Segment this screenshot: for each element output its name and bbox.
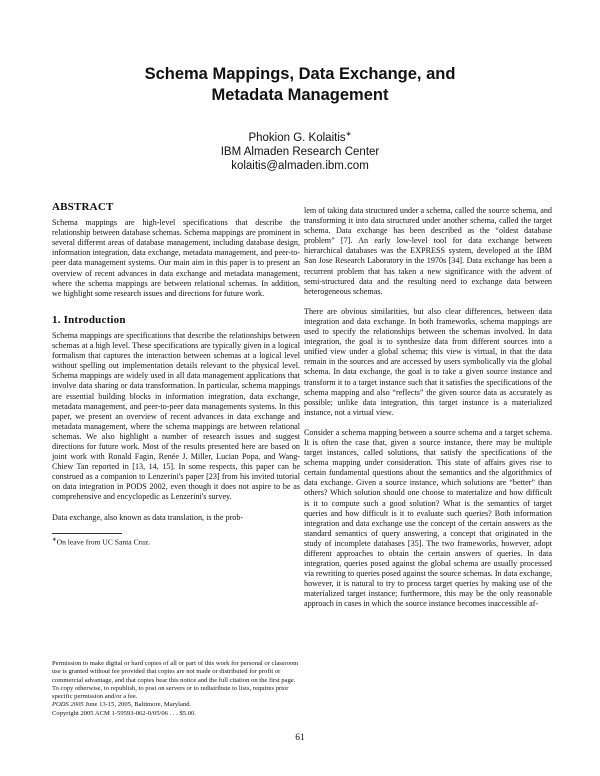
paper-title xyxy=(60,64,540,106)
copyright-line: Copyright 2005 ACM 1-59593-062-0/05/06 . . . $5.00. xyxy=(52,709,196,717)
abstract-text: Schema mappings are high-level specifications that describe the relationship between database schemas. Schema mappings are prominent in several different areas of database management, including database design, information integration, data exchange, metadata management, and peer-to-peer data management systems. Our main aim in this paper is to present an overview of recent advances in data exchange and metadata management, where the schema mappings are between relational schemas. In addition, we highlight some research issues and directions for future work. xyxy=(52,218,300,298)
footnote-mark: ∗ xyxy=(52,536,57,543)
footnote xyxy=(52,536,300,547)
right-column xyxy=(304,206,552,620)
introduction-paragraph-1: Schema mappings are specifications that describe the relationships between schemas at a high level. These specifications are typically given in a logical formalism that captures the interaction between schemas at a logical level without spelling out implementation details relevant to the physical level. Schema mappings are widely used in all data management applications that involve data sharing or data transformation. In particular, schema mappings are essential building blocks in information integration, data exchange, metadata management, and peer-to-peer data managements systems. In this paper, we present an overview of recent advances in data exchange and metadata management, where the schema mappings are between relational schemas. We also highlight a number of research issues and suggest directions for future work. Most of the results presented here are based on joint work with Ronald Fagin, Renée J. Miller, Lucian Popa, and Wang-Chiew Tan reported in [13, 14, 15]. In some respects, this paper can be construed as a companion to Lenzerini's paper [23] from his invited tutorial on data integration in PODS 2002, even though it does not aspire to be as comprehensive and encyclopedic as Lenzerini's survey. xyxy=(52,330,300,502)
permission-text: Permission to make digital or hard copies of all or part of this work for personal or classroom use is granted without fee provided that copies are not made or distributed for profit or commercial advantage, and that copies bear this notice and the full citation on the first page. To copy otherwise, to republish, to post on servers or to redistribute to lists, requires prior specific permission and/or a fee. xyxy=(52,660,299,701)
introduction-heading: 1. Introduction xyxy=(52,313,126,326)
copyright-notice xyxy=(52,660,300,718)
title-line-2: Metadata Management xyxy=(211,86,389,104)
author-email: kolaitis@almaden.ibm.com xyxy=(231,159,369,172)
right-paragraph-2: There are obvious similarities, but also clear differences, between data integration and data exchange. In both frameworks, schema mappings are used to specify the relationships between the schemas involved. In data integration, the goal is to synthesize data from different sources into a unified view under a global schema; this view is virtual, in that the data remain in the sources and are accessed by users symbolically via the global schema. In data exchange, the goal is to take a given source instance and transform it to a target instance such that it satisfies the specifications of the schema mapping and also “reflects” the given source data as accurately as possible; unlike data integration, this target instance is a materialized instance, not a virtual view. xyxy=(304,306,552,417)
footnote-divider xyxy=(52,533,122,534)
abstract-heading: ABSTRACT xyxy=(52,201,114,213)
author-name-line xyxy=(60,128,540,145)
footnote-text: On leave from UC Santa Cruz. xyxy=(56,537,151,547)
venue-line xyxy=(52,701,300,709)
author-name: Phokion G. Kolaitis xyxy=(248,131,346,144)
venue-details: June 13-15, 2005, Baltimore, Maryland. xyxy=(83,701,192,709)
introduction-paragraph-2-start: Data exchange, also known as data translation, is the prob- xyxy=(52,512,244,522)
right-paragraph-3: Consider a schema mapping between a source schema and a target schema. It is often the case that, given a source instance, there may be multiple target instances, called solutions, that satisfy the specifications of the schema mapping under consideration. This state of affairs gives rise to certain fundamental questions about the semantics and the algorithmics of data exchange. Given a source instance, which solutions are “better” than others? Which solution should one choose to materialize and how difficult is it to compute such a good solution? What is the semantics of target queries and how difficult is it to evaluate such queries? Both information integration and data exchange use the concept of the certain answers as the standard semantics of query answering, a concept that originated in the study of incomplete databases [35]. The two frameworks, however, adopt different approaches to obtain the certain answers of queries. In data integration, queries posed against the global schema are usually processed via rewriting to queries posed against the source schemas. In data exchange, however, it is natural to try to process target queries by making use of the materialized target instance; furthermore, this may be the only reasonable approach in cases in which the source instance becomes inaccessible af- xyxy=(304,427,552,609)
venue-name: PODS 2005 xyxy=(52,701,84,709)
author-affiliation: IBM Almaden Research Center xyxy=(220,145,380,158)
right-paragraph-1: lem of taking data structured under a schema, called the source schema, and transforming it into data structured under another schema, called the target schema. Data exchange has been described as the “oldest database problem” [7]. An early low-level tool for data exchange between hierarchical databases was the EXPRESS system, developed at the IBM San Jose Research Laboratory in the 1970s [34]. Data exchange has been a recurrent problem that has taken a new significance with the advent of semi-structured data and the resulting need to exchange data between heterogeneous schemas. xyxy=(304,206,552,296)
left-column xyxy=(52,202,300,556)
title-line-1: Schema Mappings, Data Exchange, and xyxy=(144,65,456,83)
author-footnote-mark: ∗ xyxy=(345,131,352,138)
author-block xyxy=(60,128,540,173)
page-number: 61 xyxy=(295,733,305,743)
